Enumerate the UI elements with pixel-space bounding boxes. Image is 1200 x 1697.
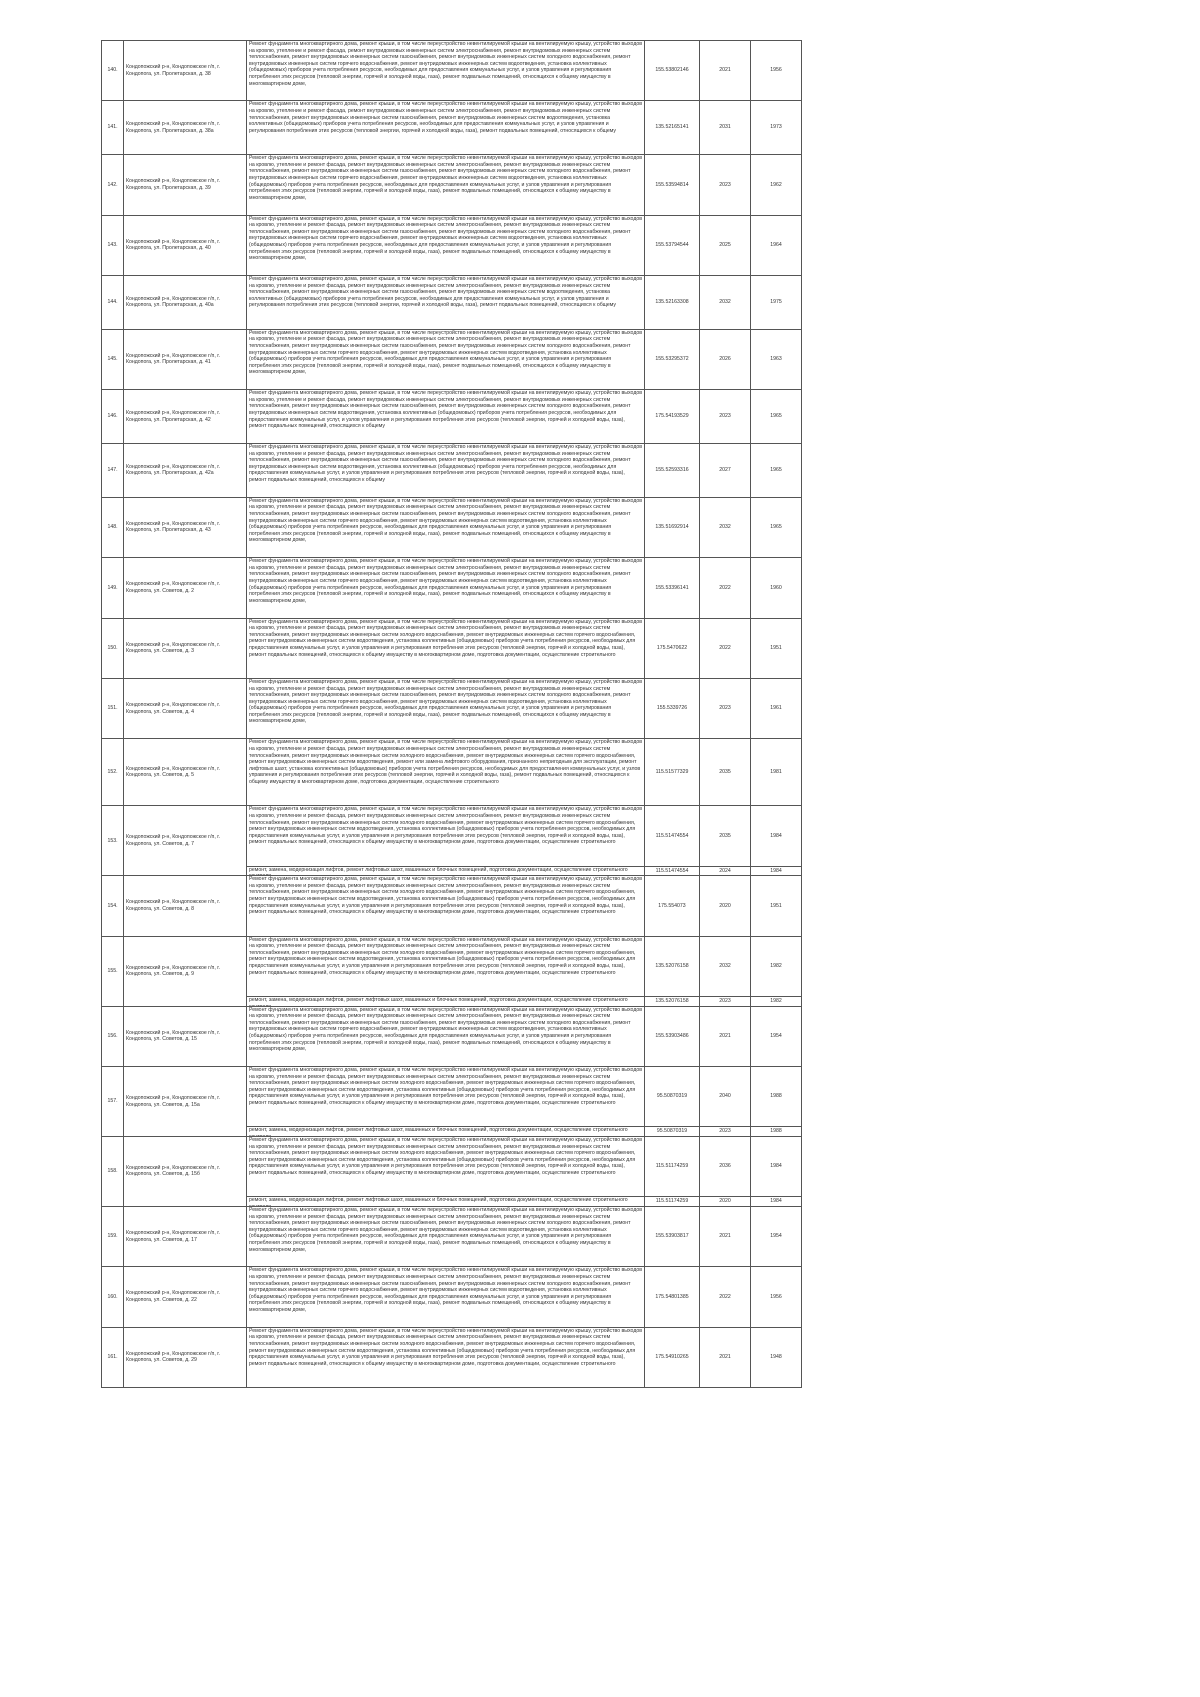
built-year-cell: 1965 — [751, 497, 802, 557]
works-text: Ремонт фундамента многоквартирного дома, ремонт крыши, в том числе переустройство невентилируемой крыши на вентилируемую крышу, устройство выходов на кровлю, утепление и ремонт фасада, ремонт внутридомовых инженерных систем электроснабжения, ремонт внутридомовых инженерных систем теплоснабжения, ремонт внутридомовых инженерных систем холодного водоснабжения, ремонт внутридомовых инженерных систем горячего водоснабжения, ремонт внутридомовых инженерных систем водоотведения, установка коллективных (общедомовых) приборов учета потребления ресурсов, необходимых для предоставления коммунальных услуг, и узлов управления и регулирования потребления этих ресурсов (тепловой энергии, горячей и холодной воды, газа), ремонт подвальных помещений, относящихся к общему имуществу в многоквартирном доме, подготовка документации, осуществление строительного — [249, 618, 642, 658]
year-cell: 2040 — [700, 1067, 751, 1127]
works-cell — [247, 329, 645, 389]
works-cell — [247, 1267, 645, 1327]
table-row — [102, 41, 802, 101]
year-cell: 2022 — [700, 558, 751, 618]
works-cell — [247, 936, 645, 996]
built-year-cell: 1975 — [751, 275, 802, 329]
row-number: 156. — [102, 1006, 124, 1066]
built-year-cell: 1963 — [751, 329, 802, 389]
row-number: 150. — [102, 618, 124, 678]
works-text: Ремонт фундамента многоквартирного дома, ремонт крыши, в том числе переустройство невентилируемой крыши на вентилируемую крышу, устройство выходов на кровлю, утепление и ремонт фасада, ремонт внутридомовых инженерных систем электроснабжения, ремонт внутридомовых инженерных систем теплоснабжения, ремонт внутридомовых инженерных систем газоснабжения, ремонт внутридомовых инженерных систем холодного водоснабжения, ремонт внутридомовых инженерных систем водоотведения, установка коллективных (общедомовых) приборов учета потребления ресурсов, необходимых для предоставления коммунальных услуг, и узлов управления и регулирования потребления этих ресурсов (тепловой энергии, горячей и холодной воды, газа), ремонт подвальных помещений, относящихся к общему — [249, 443, 642, 483]
works-text: Ремонт фундамента многоквартирного дома, ремонт крыши, в том числе переустройство невентилируемой крыши на вентилируемую крышу, устройство выходов на кровлю, утепление и ремонт фасада, ремонт внутридомовых инженерных систем электроснабжения, ремонт внутридомовых инженерных систем теплоснабжения, ремонт внутридомовых инженерных систем газоснабжения, ремонт внутридомовых инженерных систем холодного водоснабжения, ремонт внутридомовых инженерных систем горячего водоснабжения, ремонт внутридомовых инженерных систем водоотведения, установка коллективных (общедомовых) приборов учета потребления ресурсов, необходимых для предоставления коммунальных услуг, и узлов управления и регулирования потребления этих ресурсов (тепловой энергии, горячей и холодной воды, газа), ремонт подвальных помещений, относящихся к общему имуществу в многоквартирном доме, — [249, 497, 642, 544]
area-cell: 115.51577329 — [645, 739, 700, 806]
built-year-cell: 1954 — [751, 1006, 802, 1066]
address-cell: Кондопожский р-н, Кондопожское г/п, г. Кондопога, ул. Советов, д. 4 — [124, 678, 247, 738]
year-cell: 2021 — [700, 1327, 751, 1387]
built-year-cell: 1988 — [751, 1067, 802, 1127]
table-row — [102, 1206, 802, 1266]
address-cell: Кондопожский р-н, Кондопожское г/п, г. Кондопога, ул. Пролетарская, д. 40 — [124, 215, 247, 275]
lift-works-cell — [247, 866, 645, 876]
works-text: Ремонт фундамента многоквартирного дома, ремонт крыши, в том числе переустройство невентилируемой крыши на вентилируемую крышу, устройство выходов на кровлю, утепление и ремонт фасада, ремонт внутридомовых инженерных систем электроснабжения, ремонт внутридомовых инженерных систем теплоснабжения, ремонт внутридомовых инженерных систем газоснабжения, ремонт внутридомовых инженерных систем холодного водоснабжения, ремонт внутридомовых инженерных систем горячего водоснабжения, ремонт внутридомовых инженерных систем водоотведения, установка коллективных (общедомовых) приборов учета потребления ресурсов, необходимых для предоставления коммунальных услуг, и узлов управления и регулирования потребления этих ресурсов (тепловой энергии, горячей и холодной воды, газа), ремонт подвальных помещений, относящихся к общему имуществу в многоквартирном доме, — [249, 155, 642, 201]
table-row — [102, 1006, 802, 1066]
table-row — [102, 155, 802, 215]
area-cell: 115.51474554 — [645, 866, 700, 876]
works-text: Ремонт фундамента многоквартирного дома, ремонт крыши, в том числе переустройство невентилируемой крыши на вентилируемую крышу, устройство выходов на кровлю, утепление и ремонт фасада, ремонт внутридомовых инженерных систем электроснабжения, ремонт внутридомовых инженерных систем теплоснабжения, ремонт внутридомовых инженерных систем холодного водоснабжения, ремонт внутридомовых инженерных систем горячего водоснабжения, ремонт внутридомовых инженерных систем водоотведения, установка коллективных (общедомовых) приборов учета потребления ресурсов, необходимых для предоставления коммунальных услуг, и узлов управления и регулирования потребления этих ресурсов (тепловой энергии, горячей и холодной воды, газа), ремонт подвальных помещений, относящихся к общему имуществу в многоквартирном доме, подготовка документации, осуществление строительного — [249, 876, 642, 916]
area-cell: 115.51474554 — [645, 806, 700, 866]
works-text: Ремонт фундамента многоквартирного дома, ремонт крыши, в том числе переустройство невентилируемой крыши на вентилируемую крышу, устройство выходов на кровлю, утепление и ремонт фасада, ремонт внутридомовых инженерных систем электроснабжения, ремонт внутридомовых инженерных систем теплоснабжения, ремонт внутридомовых инженерных систем газоснабжения, ремонт внутридомовых инженерных систем холодного водоснабжения, ремонт внутридомовых инженерных систем водоотведения, установка коллективных (общедомовых) приборов учета потребления ресурсов, необходимых для предоставления коммунальных услуг, и узлов управления и регулирования потребления этих ресурсов (тепловой энергии, горячей и холодной воды, газа), ремонт подвальных помещений, относящихся к общему — [249, 390, 642, 430]
works-text: Ремонт фундамента многоквартирного дома, ремонт крыши, в том числе переустройство невентилируемой крыши на вентилируемую крышу, устройство выходов на кровлю, утепление и ремонт фасада, ремонт внутридомовых инженерных систем электроснабжения, ремонт внутридомовых инженерных систем теплоснабжения, ремонт внутридомовых инженерных систем холодного водоснабжения, ремонт внутридомовых инженерных систем горячего водоснабжения, ремонт внутридомовых инженерных систем водоотведения, установка коллективных (общедомовых) приборов учета потребления ресурсов, необходимых для предоставления коммунальных услуг, и узлов управления и регулирования потребления этих ресурсов (тепловой энергии, горячей и холодной воды, газа), ремонт подвальных помещений, относящихся к общему имуществу в многоквартирном доме, подготовка документации, осуществление строительного — [249, 806, 642, 846]
works-cell — [247, 390, 645, 444]
lift-works-text: ремонт, замена, модернизация лифтов, ремонт лифтовых шахт, машинных и блочных помещений, подготовка документации, осуществление строительного — [249, 1197, 628, 1204]
built-year-cell: 1961 — [751, 678, 802, 738]
lift-works-cell — [247, 1127, 645, 1137]
table-row — [102, 443, 802, 497]
works-text: Ремонт фундамента многоквартирного дома, ремонт крыши, в том числе переустройство невентилируемой крыши на вентилируемую крышу, устройство выходов на кровлю, утепление и ремонт фасада, ремонт внутридомовых инженерных систем электроснабжения, ремонт внутридомовых инженерных систем теплоснабжения, ремонт внутридомовых инженерных систем холодного водоснабжения, ремонт внутридомовых инженерных систем горячего водоснабжения, ремонт внутридомовых инженерных систем водоотведения, установка коллективных (общедомовых) приборов учета потребления ресурсов, необходимых для предоставления коммунальных услуг, и узлов управления и регулирования потребления этих ресурсов (тепловой энергии, горячей и холодной воды, газа), ремонт подвальных помещений, относящихся к общему имуществу в многоквартирном доме, подготовка документации, осуществление строительного — [249, 1327, 642, 1367]
table-row — [102, 497, 802, 557]
row-number: 144. — [102, 275, 124, 329]
year-cell: 2023 — [700, 155, 751, 215]
row-number: 142. — [102, 155, 124, 215]
built-year-cell: 1984 — [751, 866, 802, 876]
works-text: Ремонт фундамента многоквартирного дома, ремонт крыши, в том числе переустройство невентилируемой крыши на вентилируемую крышу, устройство выходов на кровлю, утепление и ремонт фасада, ремонт внутридомовых инженерных систем электроснабжения, ремонт внутридомовых инженерных систем теплоснабжения, ремонт внутридомовых инженерных систем газоснабжения, ремонт внутридомовых инженерных систем холодного водоснабжения, ремонт внутридомовых инженерных систем горячего водоснабжения, ремонт внутридомовых инженерных систем водоотведения, установка коллективных (общедомовых) приборов учета потребления ресурсов, необходимых для предоставления коммунальных услуг, и узлов управления и регулирования потребления этих ресурсов (тепловой энергии, горячей и холодной воды, газа), ремонт подвальных помещений, относящихся к общему имуществу в многоквартирном доме, — [249, 558, 642, 604]
works-cell — [247, 1006, 645, 1066]
address-cell: Кондопожский р-н, Кондопожское г/п, г. Кондопога, ул. Советов, д. 15 — [124, 1006, 247, 1066]
address-cell: Кондопожский р-н, Кондопожское г/п, г. Кондопога, ул. Советов, д. 22 — [124, 1267, 247, 1327]
year-cell: 2021 — [700, 1006, 751, 1066]
works-text: Ремонт фундамента многоквартирного дома, ремонт крыши, в том числе переустройство невентилируемой крыши на вентилируемую крышу, устройство выходов на кровлю, утепление и ремонт фасада, ремонт внутридомовых инженерных систем электроснабжения, ремонт внутридомовых инженерных систем теплоснабжения, ремонт внутридомовых инженерных систем газоснабжения, ремонт внутридомовых инженерных систем холодного водоснабжения, ремонт внутридомовых инженерных систем горячего водоснабжения, ремонт внутридомовых инженерных систем водоотведения, установка коллективных (общедомовых) приборов учета потребления ресурсов, необходимых для предоставления коммунальных услуг, и узлов управления и регулирования потребления этих ресурсов (тепловой энергии, горячей и холодной воды, газа), ремонт подвальных помещений, относящихся к общему имуществу в многоквартирном доме, — [249, 215, 642, 262]
works-cell — [247, 1067, 645, 1127]
area-cell: 95.50870319 — [645, 1127, 700, 1137]
address-cell: Кондопожский р-н, Кондопожское г/п, г. Кондопога, ул. Советов, д. 17 — [124, 1206, 247, 1266]
table-row — [102, 1137, 802, 1197]
row-number: 159. — [102, 1206, 124, 1266]
works-text: Ремонт фундамента многоквартирного дома, ремонт крыши, в том числе переустройство невентилируемой крыши на вентилируемую крышу, устройство выходов на кровлю, утепление и ремонт фасада, ремонт внутридомовых инженерных систем электроснабжения, ремонт внутридомовых инженерных систем теплоснабжения, ремонт внутридомовых инженерных систем холодного водоснабжения, ремонт внутридомовых инженерных систем горячего водоснабжения, ремонт внутридомовых инженерных систем водоотведения, установка коллективных (общедомовых) приборов учета потребления ресурсов, необходимых для предоставления коммунальных услуг, и узлов управления и регулирования потребления этих ресурсов (тепловой энергии, горячей и холодной воды, газа), ремонт подвальных помещений, относящихся к общему имуществу в многоквартирном доме, подготовка документации, осуществление строительного — [249, 936, 642, 976]
built-year-cell: 1951 — [751, 618, 802, 678]
year-cell: 2036 — [700, 1137, 751, 1197]
built-year-cell: 1956 — [751, 1267, 802, 1327]
table-row — [102, 806, 802, 866]
address-cell: Кондопожский р-н, Кондопожское г/п, г. Кондопога, ул. Советов, д. 29 — [124, 1327, 247, 1387]
area-cell: 115.51174259 — [645, 1137, 700, 1197]
year-cell: 2021 — [700, 41, 751, 101]
address-cell: Кондопожский р-н, Кондопожское г/п, г. Кондопога, ул. Советов, д. 15а — [124, 1067, 247, 1137]
year-cell: 2031 — [700, 101, 751, 155]
address-cell: Кондопожский р-н, Кондопожское г/п, г. Кондопога, ул. Пролетарская, д. 39 — [124, 155, 247, 215]
year-cell: 2022 — [700, 618, 751, 678]
built-year-cell: 1982 — [751, 997, 802, 1007]
address-cell: Кондопожский р-н, Кондопожское г/п, г. Кондопога, ул. Пролетарская, д. 38 — [124, 41, 247, 101]
table-row — [102, 329, 802, 389]
built-year-cell: 1956 — [751, 41, 802, 101]
area-cell: 135.52165141 — [645, 101, 700, 155]
works-text: Ремонт фундамента многоквартирного дома, ремонт крыши, в том числе переустройство невентилируемой крыши на вентилируемую крышу, устройство выходов на кровлю, утепление и ремонт фасада, ремонт внутридомовых инженерных систем электроснабжения, ремонт внутридомовых инженерных систем теплоснабжения, ремонт внутридомовых инженерных систем холодного водоснабжения, ремонт внутридомовых инженерных систем горячего водоснабжения, ремонт внутридомовых инженерных систем водоотведения, установка коллективных (общедомовых) приборов учета потребления ресурсов, необходимых для предоставления коммунальных услуг, и узлов управления и регулирования потребления этих ресурсов (тепловой энергии, горячей и холодной воды, газа), ремонт подвальных помещений, относящихся к общему имуществу в многоквартирном доме, подготовка документации, осуществление строительного — [249, 1067, 642, 1106]
area-cell: 95.50870319 — [645, 1067, 700, 1127]
table-row — [102, 1327, 802, 1387]
address-cell: Кондопожский р-н, Кондопожское г/п, г. Кондопога, ул. Пролетарская, д. 42а — [124, 443, 247, 497]
area-cell: 155.53594814 — [645, 155, 700, 215]
row-number: 151. — [102, 678, 124, 738]
built-year-cell: 1984 — [751, 806, 802, 866]
address-cell: Кондопожский р-н, Кондопожское г/п, г. Кондопога, ул. Пролетарская, д. 42 — [124, 390, 247, 444]
row-number: 160. — [102, 1267, 124, 1327]
area-cell: 175.54910265 — [645, 1327, 700, 1387]
year-cell: 2032 — [700, 497, 751, 557]
table-body — [102, 41, 802, 1388]
works-text: Ремонт фундамента многоквартирного дома, ремонт крыши, в том числе переустройство невентилируемой крыши на вентилируемую крышу, устройство выходов на кровлю, утепление и ремонт фасада, ремонт внутридомовых инженерных систем электроснабжения, ремонт внутридомовых инженерных систем теплоснабжения, ремонт внутридомовых инженерных систем газоснабжения, ремонт внутридомовых инженерных систем холодного водоснабжения, ремонт внутридомовых инженерных систем горячего водоснабжения, ремонт внутридомовых инженерных систем водоотведения, установка коллективных (общедомовых) приборов учета потребления ресурсов, необходимых для предоставления коммунальных услуг, и узлов управления и регулирования потребления этих ресурсов (тепловой энергии, горячей и холодной воды, газа), ремонт подвальных помещений, относящихся к общему имуществу в многоквартирном доме, — [249, 678, 642, 725]
area-cell: 135.52076158 — [645, 936, 700, 996]
row-number: 141. — [102, 101, 124, 155]
year-cell: 2026 — [700, 329, 751, 389]
area-cell: 175.54801385 — [645, 1267, 700, 1327]
built-year-cell: 1984 — [751, 1137, 802, 1197]
works-cell — [247, 1327, 645, 1387]
works-cell — [247, 41, 645, 101]
built-year-cell: 1964 — [751, 215, 802, 275]
address-cell: Кондопожский р-н, Кондопожское г/п, г. Кондопога, ул. Пролетарская, д. 41 — [124, 329, 247, 389]
row-number: 154. — [102, 876, 124, 936]
works-text: Ремонт фундамента многоквартирного дома, ремонт крыши, в том числе переустройство невентилируемой крыши на вентилируемую крышу, устройство выходов на кровлю, утепление и ремонт фасада, ремонт внутридомовых инженерных систем электроснабжения, ремонт внутридомовых инженерных систем теплоснабжения, ремонт внутридомовых инженерных систем газоснабжения, ремонт внутридомовых инженерных систем холодного водоснабжения, ремонт внутридомовых инженерных систем горячего водоснабжения, ремонт внутридомовых инженерных систем водоотведения, установка коллективных (общедомовых) приборов учета потребления ресурсов, необходимых для предоставления коммунальных услуг, и узлов управления и регулирования потребления этих ресурсов (тепловой энергии, горячей и холодной воды, газа), ремонт подвальных помещений, относящихся к общему имуществу в многоквартирном доме, — [249, 1006, 642, 1053]
year-cell: 2025 — [700, 215, 751, 275]
lift-works-text: ремонт, замена, модернизация лифтов, ремонт лифтовых шахт, машинных и блочных помещений, подготовка документации, осуществление строительного — [249, 866, 628, 873]
area-cell: 175.5470622 — [645, 618, 700, 678]
address-cell: Кондопожский р-н, Кондопожское г/п, г. Кондопога, ул. Советов, д. 9 — [124, 936, 247, 1006]
table-row — [102, 1067, 802, 1127]
row-number: 152. — [102, 739, 124, 806]
works-cell — [247, 876, 645, 936]
built-year-cell: 1984 — [751, 1197, 802, 1207]
area-cell: 155.53903486 — [645, 1006, 700, 1066]
table-row — [102, 876, 802, 936]
area-cell: 155.5339726 — [645, 678, 700, 738]
address-cell: Кондопожский р-н, Кондопожское г/п, г. Кондопога, ул. Пролетарская, д. 38а — [124, 101, 247, 155]
area-cell: 175.54193529 — [645, 390, 700, 444]
table-row — [102, 739, 802, 806]
year-cell: 2023 — [700, 1127, 751, 1137]
row-number: 158. — [102, 1137, 124, 1207]
built-year-cell: 1973 — [751, 101, 802, 155]
works-cell — [247, 739, 645, 806]
works-cell — [247, 1137, 645, 1197]
year-cell: 2024 — [700, 866, 751, 876]
works-text: Ремонт фундамента многоквартирного дома, ремонт крыши, в том числе переустройство невентилируемой крыши на вентилируемую крышу, устройство выходов на кровлю, утепление и ремонт фасада, ремонт внутридомовых инженерных систем электроснабжения, ремонт внутридомовых инженерных систем теплоснабжения, ремонт внутридомовых инженерных систем газоснабжения, ремонт внутридомовых инженерных систем холодного водоснабжения, ремонт внутридомовых инженерных систем горячего водоснабжения, ремонт внутридомовых инженерных систем водоотведения, установка коллективных (общедомовых) приборов учета потребления ресурсов, необходимых для предоставления коммунальных услуг, и узлов управления и регулирования потребления этих ресурсов (тепловой энергии, горячей и холодной воды, газа), ремонт подвальных помещений, относящихся к общему имуществу в многоквартирном доме, — [249, 1267, 642, 1313]
works-text: Ремонт фундамента многоквартирного дома, ремонт крыши, в том числе переустройство невентилируемой крыши на вентилируемую крышу, устройство выходов на кровлю, утепление и ремонт фасада, ремонт внутридомовых инженерных систем электроснабжения, ремонт внутридомовых инженерных систем теплоснабжения, ремонт внутридомовых инженерных систем газоснабжения, ремонт внутридомовых инженерных систем водоотведения, установка коллективных (общедомовых) приборов учета потребления ресурсов, необходимых для предоставления коммунальных услуг, и узлов управления и регулирования потребления этих ресурсов (тепловой энергии, горячей и холодной воды, газа), ремонт подвальных помещений, относящихся к общему — [249, 275, 642, 309]
works-text: Ремонт фундамента многоквартирного дома, ремонт крыши, в том числе переустройство невентилируемой крыши на вентилируемую крышу, устройство выходов на кровлю, утепление и ремонт фасада, ремонт внутридомовых инженерных систем электроснабжения, ремонт внутридомовых инженерных систем теплоснабжения, ремонт внутридомовых инженерных систем газоснабжения, ремонт внутридомовых инженерных систем холодного водоснабжения, ремонт внутридомовых инженерных систем горячего водоснабжения, ремонт внутридомовых инженерных систем водоотведения, установка коллективных (общедомовых) приборов учета потребления ресурсов, необходимых для предоставления коммунальных услуг, и узлов управления и регулирования потребления этих ресурсов (тепловой энергии, горячей и холодной воды, газа), ремонт подвальных помещений, относящихся к общему имуществу в многоквартирном доме, — [249, 329, 642, 376]
built-year-cell: 1948 — [751, 1327, 802, 1387]
row-number: 143. — [102, 215, 124, 275]
address-cell: Кондопожский р-н, Кондопожское г/п, г. Кондопога, ул. Пролетарская, д. 40а — [124, 275, 247, 329]
area-cell: 135.52163308 — [645, 275, 700, 329]
built-year-cell: 1965 — [751, 390, 802, 444]
area-cell: 175.554073 — [645, 876, 700, 936]
works-cell — [247, 101, 645, 155]
address-cell: Кондопожский р-н, Кондопожское г/п, г. Кондопога, ул. Пролетарская, д. 43 — [124, 497, 247, 557]
built-year-cell: 1981 — [751, 739, 802, 806]
built-year-cell: 1951 — [751, 876, 802, 936]
year-cell: 2035 — [700, 806, 751, 866]
lift-works-cell — [247, 997, 645, 1007]
year-cell: 2020 — [700, 1197, 751, 1207]
table-row — [102, 390, 802, 444]
year-cell: 2022 — [700, 1267, 751, 1327]
table-row — [102, 618, 802, 678]
year-cell: 2032 — [700, 936, 751, 996]
table-row — [102, 558, 802, 618]
built-year-cell: 1954 — [751, 1206, 802, 1266]
table-row — [102, 1267, 802, 1327]
address-cell: Кондопожский р-н, Кондопожское г/п, г. Кондопога, ул. Советов, д. 3 — [124, 618, 247, 678]
address-cell: Кондопожский р-н, Кондопожское г/п, г. Кондопога, ул. Советов, д. 7 — [124, 806, 247, 876]
lift-works-cell — [247, 1197, 645, 1207]
row-number: 149. — [102, 558, 124, 618]
area-cell: 155.53794544 — [645, 215, 700, 275]
works-cell — [247, 155, 645, 215]
year-cell: 2032 — [700, 275, 751, 329]
row-number: 145. — [102, 329, 124, 389]
area-cell: 155.53396141 — [645, 558, 700, 618]
works-cell — [247, 215, 645, 275]
row-number: 147. — [102, 443, 124, 497]
works-cell — [247, 678, 645, 738]
address-cell: Кондопожский р-н, Кондопожское г/п, г. Кондопога, ул. Советов, д. 2 — [124, 558, 247, 618]
works-cell — [247, 275, 645, 329]
works-text: Ремонт фундамента многоквартирного дома, ремонт крыши, в том числе переустройство невентилируемой крыши на вентилируемую крышу, устройство выходов на кровлю, утепление и ремонт фасада, ремонт внутридомовых инженерных систем электроснабжения, ремонт внутридомовых инженерных систем теплоснабжения, ремонт внутридомовых инженерных систем холодного водоснабжения, ремонт внутридомовых инженерных систем горячего водоснабжения, ремонт внутридомовых инженерных систем водоотведения, ремонт или замена лифтового оборудования, признанного непригодным для эксплуатации, ремонт лифтовых шахт, установка коллективных (общедомовых) приборов учета потребления ресурсов, необходимых для предоставления коммунальных услуг, и узлов управления и регулирования потребления этих ресурсов (тепловой энергии, горячей и холодной воды, газа), ремонт подвальных помещений, относящихся к общему имуществу в многоквартирном доме, подготовка документации, осуществление строительного — [249, 739, 642, 785]
table-row — [102, 936, 802, 996]
row-number: 157. — [102, 1067, 124, 1137]
table-row — [102, 101, 802, 155]
area-cell: 155.53295372 — [645, 329, 700, 389]
table-row — [102, 275, 802, 329]
works-text: Ремонт фундамента многоквартирного дома, ремонт крыши, в том числе переустройство невентилируемой крыши на вентилируемую крышу, устройство выходов на кровлю, утепление и ремонт фасада, ремонт внутридомовых инженерных систем электроснабжения, ремонт внутридомовых инженерных систем теплоснабжения, ремонт внутридомовых инженерных систем холодного водоснабжения, ремонт внутридомовых инженерных систем горячего водоснабжения, ремонт внутридомовых инженерных систем водоотведения, установка коллективных (общедомовых) приборов учета потребления ресурсов, необходимых для предоставления коммунальных услуг, и узлов управления и регулирования потребления этих ресурсов (тепловой энергии, горячей и холодной воды, газа), ремонт подвальных помещений, относящихся к общему имуществу в многоквартирном доме, подготовка документации, осуществление строительного — [249, 1137, 642, 1176]
address-cell: Кондопожский р-н, Кондопожское г/п, г. Кондопога, ул. Советов, д. 8 — [124, 876, 247, 936]
row-number: 146. — [102, 390, 124, 444]
works-text: Ремонт фундамента многоквартирного дома, ремонт крыши, в том числе переустройство невентилируемой крыши на вентилируемую крышу, устройство выходов на кровлю, утепление и ремонт фасада, ремонт внутридомовых инженерных систем электроснабжения, ремонт внутридомовых инженерных систем теплоснабжения, ремонт внутридомовых инженерных систем газоснабжения, ремонт внутридомовых инженерных систем водоотведения, установка коллективных (общедомовых) приборов учета потребления ресурсов, необходимых для предоставления коммунальных услуг, и узлов управления и регулирования потребления этих ресурсов (тепловой энергии, горячей и холодной воды, газа), ремонт подвальных помещений, относящихся к общему — [249, 101, 642, 134]
built-year-cell: 1982 — [751, 936, 802, 996]
area-cell: 115.51174259 — [645, 1197, 700, 1207]
area-cell: 155.53802146 — [645, 41, 700, 101]
year-cell: 2023 — [700, 390, 751, 444]
address-cell: Кондопожский р-н, Кондопожское г/п, г. Кондопога, ул. Советов, д. 15б — [124, 1137, 247, 1207]
lift-works-text: ремонт, замена, модернизация лифтов, ремонт лифтовых шахт, машинных и блочных помещений, подготовка документации, осуществление строительного — [249, 997, 628, 1004]
row-number: 155. — [102, 936, 124, 1006]
row-number: 148. — [102, 497, 124, 557]
year-cell: 2027 — [700, 443, 751, 497]
year-cell: 2020 — [700, 876, 751, 936]
works-cell — [247, 618, 645, 678]
works-cell — [247, 806, 645, 866]
row-number: 161. — [102, 1327, 124, 1387]
lift-works-text: ремонт, замена, модернизация лифтов, ремонт лифтовых шахт, машинных и блочных помещений, подготовка документации, осуществление строительного — [249, 1127, 628, 1134]
works-cell — [247, 497, 645, 557]
capital-repair-table — [101, 40, 802, 1388]
area-cell: 155.52593316 — [645, 443, 700, 497]
works-cell — [247, 558, 645, 618]
works-text: Ремонт фундамента многоквартирного дома, ремонт крыши, в том числе переустройство невентилируемой крыши на вентилируемую крышу, устройство выходов на кровлю, утепление и ремонт фасада, ремонт внутридомовых инженерных систем электроснабжения, ремонт внутридомовых инженерных систем теплоснабжения, ремонт внутридомовых инженерных систем газоснабжения, ремонт внутридомовых инженерных систем холодного водоснабжения, ремонт внутридомовых инженерных систем горячего водоснабжения, ремонт внутридомовых инженерных систем водоотведения, установка коллективных (общедомовых) приборов учета потребления ресурсов, необходимых для предоставления коммунальных услуг, и узлов управления и регулирования потребления этих ресурсов (тепловой энергии, горячей и холодной воды, газа), ремонт подвальных помещений, относящихся к общему имуществу в многоквартирном доме, — [249, 1206, 642, 1253]
built-year-cell: 1962 — [751, 155, 802, 215]
year-cell: 2035 — [700, 739, 751, 806]
year-cell: 2023 — [700, 678, 751, 738]
row-number: 140. — [102, 41, 124, 101]
row-number: 153. — [102, 806, 124, 876]
works-cell — [247, 443, 645, 497]
address-cell: Кондопожский р-н, Кондопожское г/п, г. Кондопога, ул. Советов, д. 5 — [124, 739, 247, 806]
built-year-cell: 1960 — [751, 558, 802, 618]
year-cell: 2021 — [700, 1206, 751, 1266]
built-year-cell: 1988 — [751, 1127, 802, 1137]
area-cell: 155.53903817 — [645, 1206, 700, 1266]
year-cell: 2023 — [700, 997, 751, 1007]
built-year-cell: 1965 — [751, 443, 802, 497]
area-cell: 135.51692914 — [645, 497, 700, 557]
table-row — [102, 215, 802, 275]
works-cell — [247, 1206, 645, 1266]
works-text: Ремонт фундамента многоквартирного дома, ремонт крыши, в том числе переустройство невентилируемой крыши на вентилируемую крышу, устройство выходов на кровлю, утепление и ремонт фасада, ремонт внутридомовых инженерных систем электроснабжения, ремонт внутридомовых инженерных систем теплоснабжения, ремонт внутридомовых инженерных систем газоснабжения, ремонт внутридомовых инженерных систем холодного водоснабжения, ремонт внутридомовых инженерных систем горячего водоснабжения, ремонт внутридомовых инженерных систем водоотведения, установка коллективных (общедомовых) приборов учета потребления ресурсов, необходимых для предоставления коммунальных услуг, и узлов управления и регулирования потребления этих ресурсов (тепловой энергии, горячей и холодной воды, газа), ремонт подвальных помещений, относящихся к общему имуществу в многоквартирном доме, — [249, 41, 642, 87]
area-cell: 135.52076158 — [645, 997, 700, 1007]
table-row — [102, 678, 802, 738]
